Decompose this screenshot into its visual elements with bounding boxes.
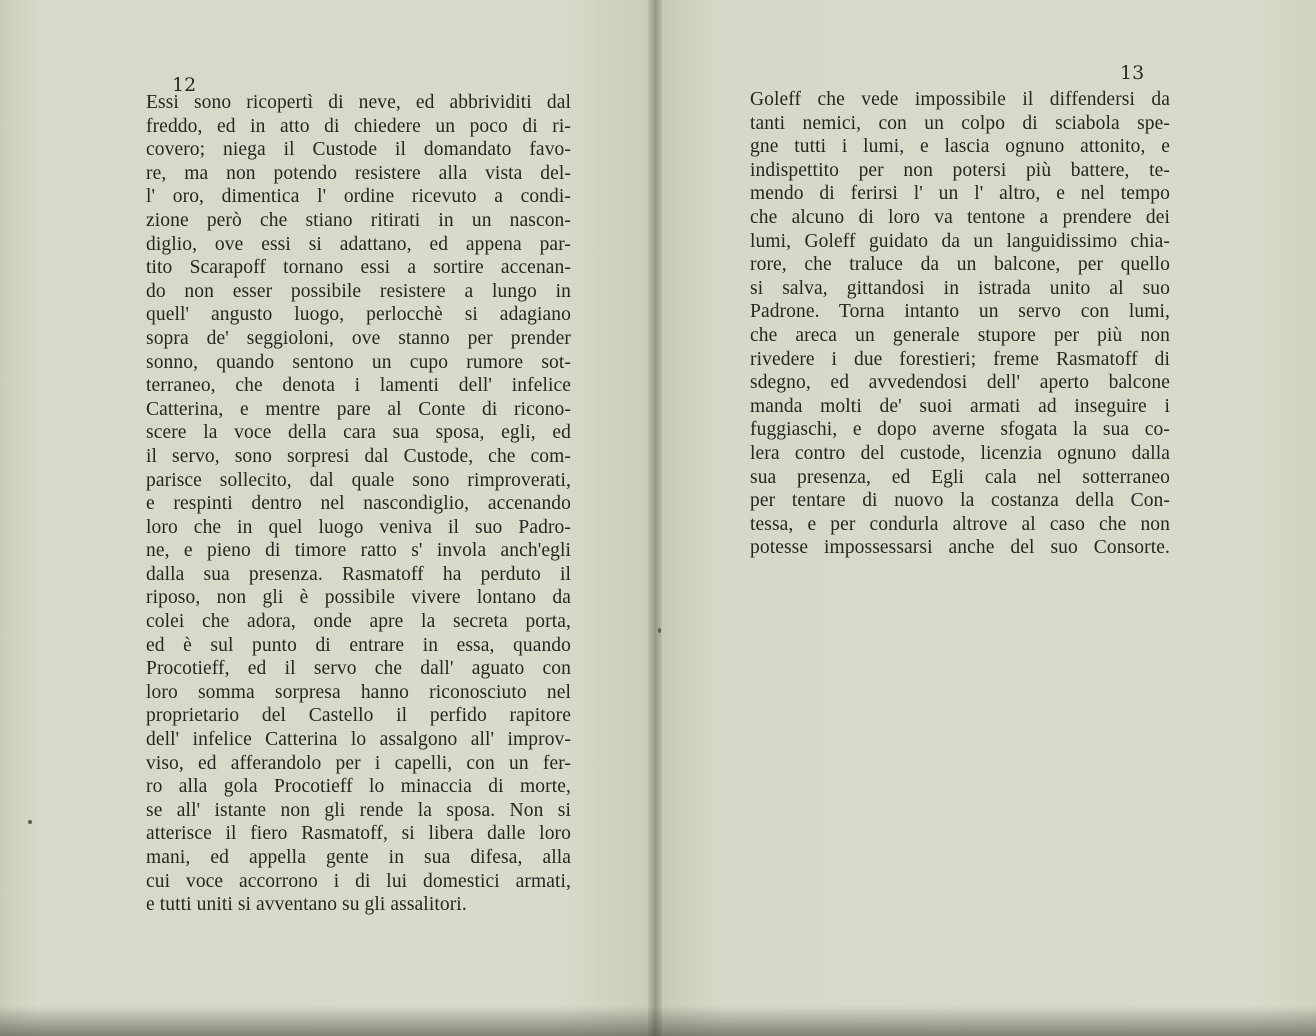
text-line: zione però che stiano ritirati in un nascon- xyxy=(146,209,571,231)
text-line: per tentare di nuovo la costanza della Con- xyxy=(750,490,1170,512)
text-line: Procotieff, ed il servo che dall' aguato con xyxy=(146,658,571,680)
text-line: re, ma non potendo resistere alla vista del- xyxy=(146,162,571,184)
left-page-text xyxy=(146,91,571,917)
text-line: il servo, sono sorpresi dal Custode, che com- xyxy=(146,445,571,467)
text-line: scere la voce della cara sua sposa, egli, ed xyxy=(146,422,571,444)
text-line: se all' istante non gli rende la sposa. Non si xyxy=(146,799,571,821)
text-line: rore, che traluce da un balcone, per quello xyxy=(750,254,1170,276)
text-line: ne, e pieno di timore ratto s' invola anch'egli xyxy=(146,540,571,562)
text-line: loro che in quel luogo veniva il suo Padro- xyxy=(146,516,571,538)
text-line: manda molti de' suoi armati ad inseguire i xyxy=(750,395,1170,417)
text-line: si salva, gittandosi in istrada unito al suo xyxy=(750,277,1170,299)
text-line: atterisce il fiero Rasmatoff, si libera dalle loro xyxy=(146,823,571,845)
text-line: cui voce accorrono i di lui domestici armati, xyxy=(146,870,571,892)
text-line: ed è sul punto di entrare in essa, quando xyxy=(146,634,571,656)
text-line: sua presenza, ed Egli cala nel sotterraneo xyxy=(750,466,1170,488)
text-line: terraneo, che denota i lamenti dell' infelice xyxy=(146,375,571,397)
text-line: che alcuno di loro va tentone a prendere dei xyxy=(750,206,1170,228)
text-line: Essi sono ricopertì di neve, ed abbrividiti dal xyxy=(146,92,571,113)
text-line: viso, ed afferandolo per i capelli, con un fer- xyxy=(146,752,571,774)
text-line: fuggiaschi, e dopo averne sfogata la sua co- xyxy=(750,419,1170,441)
right-page-number: 13 xyxy=(1120,62,1145,84)
text-line: tito Scarapoff tornano essi a sortire accenan- xyxy=(146,257,571,279)
text-line: colei che adora, onde apre la secreta porta, xyxy=(146,611,571,633)
text-line: Goleff che vede impossibile il diffendersi da xyxy=(750,89,1170,110)
text-line: ro alla gola Procotieff lo minaccia di morte, xyxy=(146,776,571,798)
text-line: lumi, Goleff guidato da un languidissimo chia- xyxy=(750,230,1170,252)
text-line: rivedere i due forestieri; freme Rasmatoff di xyxy=(750,348,1170,370)
text-line: parisce sollecito, dal quale sono rimproverati, xyxy=(146,469,571,491)
text-line: freddo, ed in atto di chiedere un poco di ri- xyxy=(146,115,571,137)
text-line: tessa, e per condurla altrove al caso che non xyxy=(750,513,1170,535)
text-line: lera contro del custode, licenzia ognuno dalla xyxy=(750,442,1170,464)
text-line: dell' infelice Catterina lo assalgono all' improv- xyxy=(146,729,571,751)
text-line: sopra de' seggioloni, ove stanno per prender xyxy=(146,327,571,349)
text-line: indispettito per non potersi più battere, te- xyxy=(750,159,1170,181)
text-line: che areca un generale stupore per più non xyxy=(750,324,1170,346)
text-line: Padrone. Torna intanto un servo con lumi, xyxy=(750,301,1170,323)
text-line: e tutti uniti si avventano su gli assalitori. xyxy=(146,894,467,916)
text-line: mani, ed appella gente in sua difesa, alla xyxy=(146,847,571,868)
text-line: quell' angusto luogo, perlocchè si adagiano xyxy=(146,304,571,326)
left-page-number: 12 xyxy=(172,74,197,96)
bottom-edge-shadow xyxy=(0,1006,1316,1036)
text-line: do non esser possibile resistere a lungo in xyxy=(146,280,571,302)
left-page xyxy=(0,0,655,1036)
text-line: sonno, quando sentono un cupo rumore sot- xyxy=(146,351,571,373)
right-page xyxy=(655,0,1316,1036)
text-line: Catterina, e mentre pare al Conte di ricono- xyxy=(146,398,571,420)
text-line: riposo, non gli è possibile vivere lontano da xyxy=(146,587,571,609)
text-line: l' oro, dimentica l' ordine ricevuto a condi- xyxy=(146,186,571,208)
text-line: mendo di ferirsi l' un l' altro, e nel tempo xyxy=(750,183,1170,205)
text-line: loro somma sorpresa hanno riconosciuto nel xyxy=(146,681,571,703)
text-line: potesse impossessarsi anche del suo Consorte. xyxy=(750,537,1170,559)
paper-speck xyxy=(28,820,32,824)
text-line: gne tutti i lumi, e lascia ognuno attonito, e xyxy=(750,136,1170,158)
text-line: dalla sua presenza. Rasmatoff ha perduto il xyxy=(146,563,571,585)
book-gutter xyxy=(648,0,662,1036)
text-line: diglio, ove essi si adattano, ed appena par- xyxy=(146,233,571,255)
text-line: tanti nemici, con un colpo di sciabola spe- xyxy=(750,112,1170,134)
right-page-text xyxy=(750,88,1170,560)
text-line: e respinti dentro nel nascondiglio, accenando xyxy=(146,493,571,515)
text-line: proprietario del Castello il perfido rapitore xyxy=(146,705,571,727)
text-line: sdegno, ed avvedendosi dell' aperto balcone xyxy=(750,372,1170,394)
text-line: covero; niega il Custode il domandato favo- xyxy=(146,139,571,161)
